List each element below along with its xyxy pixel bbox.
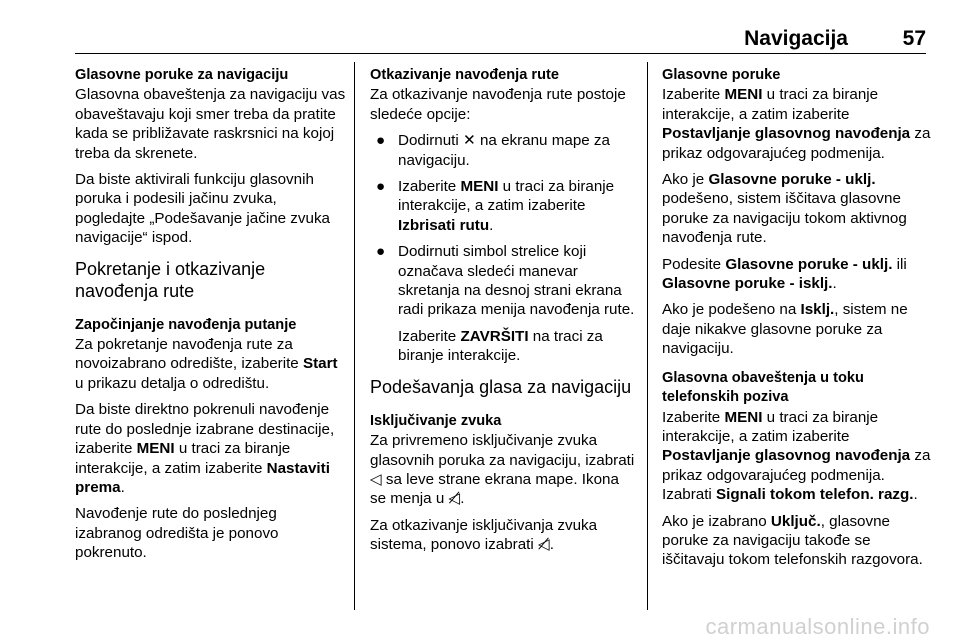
heading-start-cancel: Pokretanje i otkazivanje navođenja rute (75, 258, 266, 301)
heading-mute: Isključivanje zvuka (370, 412, 502, 429)
speaker-muted-icon: ◁̸ (448, 490, 461, 508)
bullet-icon: ● (376, 243, 386, 261)
paragraph: Podesite Glasovne poruke - uklj. ili Glasovne poruke - isklj.. (662, 255, 907, 293)
column-1 (75, 66, 347, 570)
term-signali: Signali tokom telefon. razg. (716, 486, 914, 504)
term-nastaviti-prema: Nastaviti prema (75, 459, 330, 496)
term-meni: MENI (724, 408, 763, 426)
column-divider-1 (354, 62, 355, 610)
column-3 (662, 66, 932, 577)
term-postavljanje-glasovnog: Postavljanje glasovnog navođenja (662, 125, 911, 143)
paragraph: Za privremeno isključivanje zvuka glasovnih poruka za navigaciju, izabrati ◁ sa leve strane ekrana mape. Ikona se menja u ◁̸. (370, 432, 635, 508)
term-zavrsiti: ZAVRŠITI (460, 327, 529, 345)
close-icon: ✕ (463, 132, 476, 150)
term-postavljanje-glasovnog: Postavljanje glasovnog navođenja (662, 447, 911, 465)
term-glasovne-uklj: Glasovne poruke - uklj. (725, 255, 893, 273)
paragraph: Navođenje rute do poslednjeg izabranog odredišta je ponovo pokrenuto. (75, 505, 279, 562)
paragraph: Glasovna obaveštenja za navigaciju vas obaveštavaju koji smer treba da pratite kada se približavate raskrsnici na kojoj treba da skrenete. (75, 86, 346, 162)
list-item: ● Dodirnuti simbol strelice koji označava sledeći manevar skretanja na desnoj strani ekrana radi prikaza menija navođenja rute. Izaberite ZAVRŠITI na traci za biranje interakcije. (376, 243, 635, 365)
paragraph: Izaberite ZAVRŠITI na traci za biranje interakcije. (398, 327, 603, 365)
term-meni: MENI (724, 86, 763, 104)
term-glasovne-uklj: Glasovne poruke - uklj. (708, 171, 876, 189)
speaker-icon: ◁ (370, 470, 382, 488)
section-title: Navigacija (744, 27, 848, 50)
paragraph: Ako je izabrano Uključ., glasovne poruke za navigaciju takođe se iščitavaju tokom telefonskih razgovora. (662, 512, 923, 569)
heading-voice-messages: Glasovne poruke (662, 67, 781, 83)
term-meni: MENI (460, 178, 499, 196)
term-meni: MENI (136, 440, 175, 458)
term-ukljuc: Uključ. (770, 512, 821, 530)
heading-start-guidance: Započinjanje navođenja putanje (75, 316, 297, 333)
bullet-list (370, 131, 636, 365)
paragraph: Izaberite MENI u traci za biranje interakcije, a zatim izaberite Postavljanje glasovnog navođenja za prikaz odgovarajućeg podmenija. Izabrati Signali tokom telefon. razg.. (662, 408, 931, 504)
term-isklj: Isklj. (800, 301, 835, 319)
heading-sound-settings: Podešavanja glasa za navigaciju (370, 376, 632, 397)
paragraph: Za pokretanje navođenja rute za novoizabrano odredište, izaberite Start u prikazu detalja o odredištu. (75, 336, 338, 392)
paragraph: Da biste direktno pokrenuli navođenje rute do poslednje izabrane destinacije, izaberite MENI u traci za biranje interakcije, a zatim izaberite Nastaviti prema. (75, 401, 335, 496)
paragraph: Izaberite MENI u traci za biranje interakcije, a zatim izaberite Postavljanje glasovnog navođenja za prikaz odgovarajućeg podmenija. (662, 86, 931, 162)
heading-calls: Glasovna obaveštenja u toku telefonskih poziva (662, 369, 864, 406)
paragraph: Ako je podešeno na Isklj., sistem ne daje nikakve glasovne poruke za navigaciju. (662, 301, 908, 358)
paragraph: Za otkazivanje isključivanja zvuka sistema, ponovo izabrati ◁̸. (370, 516, 598, 554)
header-rule (75, 53, 926, 54)
heading-voice-guidance: Glasovne poruke za navigaciju (75, 67, 289, 83)
list-item: ● Dodirnuti ✕ na ekranu mape za navigaciju. (376, 132, 610, 169)
bullet-icon: ● (376, 178, 386, 196)
column-divider-2 (647, 62, 648, 610)
paragraph: Da biste aktivirali funkciju glasovnih poruka i podesili jačinu zvuka, pogledajte „Podešavanje jačine zvuka navigacije“ ispod. (75, 171, 330, 247)
term-start: Start (302, 355, 338, 373)
column-2 (370, 66, 636, 562)
watermark: carmanualsonline.info (705, 614, 930, 639)
page-header (0, 0, 960, 60)
page-number: 57 (902, 27, 926, 50)
paragraph: Za otkazivanje navođenja rute postoje sledeće opcije: (370, 86, 626, 123)
paragraph: Ako je Glasovne poruke - uklj. podešeno, sistem iščitava glasovne poruke za navigaciju tokom aktivnog navođenja rute. (662, 171, 907, 247)
term-glasovne-isklj: Glasovne poruke - isklj. (662, 275, 833, 293)
heading-cancel-guidance: Otkazivanje navođenja rute (370, 67, 559, 83)
speaker-muted-icon: ◁̸ (538, 536, 550, 554)
bullet-icon: ● (376, 132, 386, 150)
term-izbrisati-rutu: Izbrisati rutu (398, 216, 490, 234)
list-item: ● Izaberite MENI u traci za biranje interakcije, a zatim izaberite Izbrisati rutu. (376, 178, 615, 234)
